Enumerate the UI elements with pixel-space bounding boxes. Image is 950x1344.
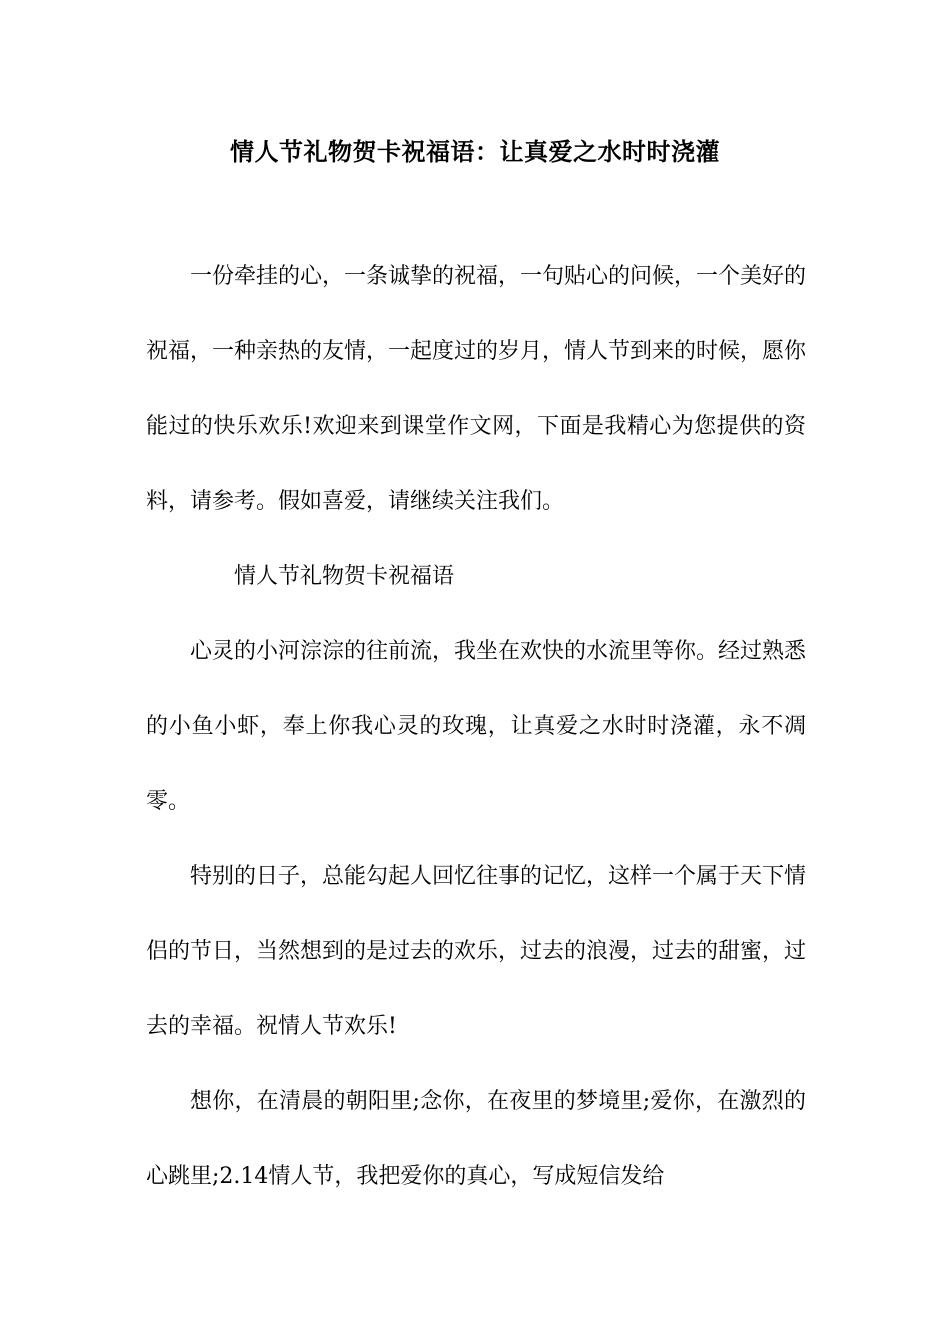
section-subheading: 情人节礼物贺卡祝福语 xyxy=(234,564,455,589)
intro-paragraph: 一份牵挂的心，一条诚挚的祝福，一句贴心的问候，一个美好的祝福，一种亲热的友情，一起度过的岁月，情人节到来的时候，愿你能过的快乐欢乐!欢迎来到课堂作文网，下面是我精心为您提供的资料，请参考。假如喜爱，请继续关注我们。 xyxy=(146,264,807,514)
paragraph-3: 想你，在清晨的朝阳里;念你，在夜里的梦境里;爱你，在激烈的心跳里;2.14情人节，我把爱你的真心，写成短信发给 xyxy=(146,1089,806,1189)
paragraph-1: 心灵的小河淙淙的往前流，我坐在欢快的水流里等你。经过熟悉的小鱼小虾，奉上你我心灵的玫瑰，让真爱之水时时浇灌，永不凋零。 xyxy=(146,639,807,814)
document-title: 情人节礼物贺卡祝福语：让真爱之水时时浇灌 xyxy=(230,137,720,166)
paragraph-2: 特别的日子，总能勾起人回忆往事的记忆，这样一个属于天下情侣的节日，当然想到的是过去的欢乐，过去的浪漫，过去的甜蜜，过去的幸福。祝情人节欢乐! xyxy=(146,864,807,1039)
